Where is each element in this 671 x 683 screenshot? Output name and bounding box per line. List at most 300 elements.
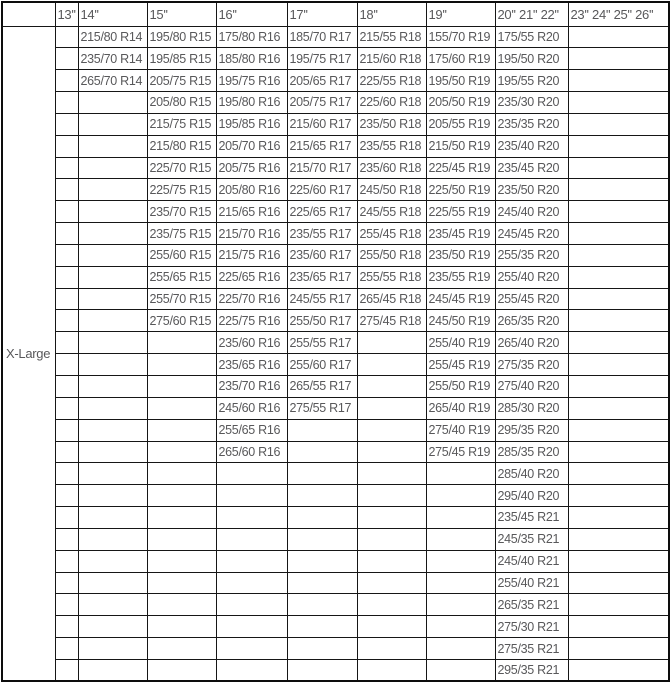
- tire-size-cell: 225/65 R16: [216, 266, 287, 288]
- table-row: [2, 638, 669, 660]
- tire-size-cell: 225/50 R19: [426, 179, 495, 201]
- table-row: [2, 376, 669, 398]
- empty-cell: [568, 463, 669, 485]
- tire-size-cell: 205/75 R15: [147, 70, 216, 92]
- tire-size-cell: 205/50 R19: [426, 92, 495, 114]
- tire-size-cell: 215/65 R16: [216, 201, 287, 223]
- tire-size-cell: 185/70 R17: [287, 26, 357, 48]
- empty-cell: [78, 179, 147, 201]
- empty-cell: [568, 659, 669, 681]
- empty-cell: [78, 572, 147, 594]
- empty-cell: [357, 376, 426, 398]
- empty-cell: [78, 616, 147, 638]
- empty-cell: [357, 616, 426, 638]
- empty-cell: [147, 528, 216, 550]
- tire-size-cell: 225/75 R15: [147, 179, 216, 201]
- empty-cell: [568, 244, 669, 266]
- table-row: [2, 26, 669, 48]
- empty-cell: [426, 528, 495, 550]
- tire-size-cell: 185/80 R16: [216, 48, 287, 70]
- empty-cell: [568, 441, 669, 463]
- empty-cell: [568, 48, 669, 70]
- tire-size-cell: 205/55 R19: [426, 113, 495, 135]
- empty-cell: [78, 266, 147, 288]
- empty-cell: [568, 179, 669, 201]
- empty-cell: [357, 419, 426, 441]
- tire-size-cell: 265/40 R20: [495, 332, 568, 354]
- empty-cell: [357, 572, 426, 594]
- tire-size-cell: 215/60 R18: [357, 48, 426, 70]
- empty-cell: [287, 572, 357, 594]
- empty-cell: [55, 659, 78, 681]
- tire-size-cell: 235/65 R17: [287, 266, 357, 288]
- empty-cell: [426, 638, 495, 660]
- table-row: [2, 288, 669, 310]
- tire-size-cell: 205/65 R17: [287, 70, 357, 92]
- empty-cell: [216, 528, 287, 550]
- empty-cell: [426, 463, 495, 485]
- empty-cell: [55, 201, 78, 223]
- empty-cell: [357, 485, 426, 507]
- empty-cell: [568, 594, 669, 616]
- tire-size-cell: 255/60 R17: [287, 354, 357, 376]
- tire-size-cell: 235/65 R16: [216, 354, 287, 376]
- empty-cell: [287, 419, 357, 441]
- tire-size-cell: 225/45 R19: [426, 157, 495, 179]
- tire-size-cell: 235/55 R19: [426, 266, 495, 288]
- tire-size-cell: 195/80 R16: [216, 92, 287, 114]
- empty-cell: [147, 376, 216, 398]
- tire-size-cell: 215/65 R17: [287, 135, 357, 157]
- column-header: 17'': [287, 2, 357, 26]
- tire-size-cell: 195/85 R15: [147, 48, 216, 70]
- empty-cell: [55, 26, 78, 48]
- tire-size-cell: 255/70 R15: [147, 288, 216, 310]
- tire-size-cell: 175/60 R19: [426, 48, 495, 70]
- tire-size-cell: 205/75 R17: [287, 92, 357, 114]
- empty-cell: [55, 179, 78, 201]
- tire-size-cell: 235/50 R18: [357, 113, 426, 135]
- empty-cell: [568, 26, 669, 48]
- tire-size-cell: 205/80 R16: [216, 179, 287, 201]
- tire-size-cell: 295/35 R21: [495, 659, 568, 681]
- empty-cell: [55, 288, 78, 310]
- empty-cell: [287, 441, 357, 463]
- tire-size-cell: 245/45 R19: [426, 288, 495, 310]
- empty-cell: [357, 354, 426, 376]
- tire-size-cell: 255/35 R20: [495, 244, 568, 266]
- empty-cell: [568, 201, 669, 223]
- empty-cell: [78, 463, 147, 485]
- tire-size-cell: 245/60 R16: [216, 397, 287, 419]
- tire-size-cell: 235/35 R20: [495, 113, 568, 135]
- empty-cell: [568, 135, 669, 157]
- column-header: 23'' 24'' 25'' 26'': [568, 2, 669, 26]
- empty-cell: [78, 157, 147, 179]
- empty-cell: [287, 528, 357, 550]
- empty-cell: [55, 616, 78, 638]
- empty-cell: [147, 463, 216, 485]
- tire-size-cell: 255/45 R20: [495, 288, 568, 310]
- empty-cell: [216, 659, 287, 681]
- tire-size-cell: 275/40 R19: [426, 419, 495, 441]
- empty-cell: [78, 528, 147, 550]
- empty-cell: [568, 397, 669, 419]
- empty-cell: [78, 397, 147, 419]
- empty-cell: [357, 463, 426, 485]
- empty-cell: [357, 507, 426, 529]
- empty-cell: [216, 550, 287, 572]
- tire-size-cell: 245/55 R18: [357, 201, 426, 223]
- tire-size-cell: 195/85 R16: [216, 113, 287, 135]
- table-row: [2, 310, 669, 332]
- empty-cell: [78, 376, 147, 398]
- tire-size-cell: 195/75 R16: [216, 70, 287, 92]
- tire-size-cell: 265/70 R14: [78, 70, 147, 92]
- tire-size-cell: 275/35 R21: [495, 638, 568, 660]
- tire-size-cell: 275/45 R19: [426, 441, 495, 463]
- tire-size-cell: 245/45 R20: [495, 223, 568, 245]
- empty-cell: [426, 572, 495, 594]
- table-row: [2, 397, 669, 419]
- tire-size-cell: 275/45 R18: [357, 310, 426, 332]
- tire-size-cell: 265/35 R21: [495, 594, 568, 616]
- empty-cell: [78, 332, 147, 354]
- empty-cell: [55, 550, 78, 572]
- empty-cell: [357, 594, 426, 616]
- table-row: [2, 354, 669, 376]
- tire-size-cell: 215/70 R17: [287, 157, 357, 179]
- tire-size-cell: 245/35 R21: [495, 528, 568, 550]
- empty-cell: [357, 528, 426, 550]
- tire-size-cell: 275/55 R17: [287, 397, 357, 419]
- empty-cell: [55, 485, 78, 507]
- tire-size-cell: 195/55 R20: [495, 70, 568, 92]
- empty-cell: [55, 92, 78, 114]
- table-row: [2, 594, 669, 616]
- tire-size-cell: 265/35 R20: [495, 310, 568, 332]
- column-header: 16'': [216, 2, 287, 26]
- tire-size-cell: 255/40 R20: [495, 266, 568, 288]
- table-row: [2, 92, 669, 114]
- empty-cell: [216, 616, 287, 638]
- column-header: 19'': [426, 2, 495, 26]
- empty-cell: [216, 638, 287, 660]
- table-row: [2, 70, 669, 92]
- empty-cell: [568, 507, 669, 529]
- table-row: [2, 266, 669, 288]
- empty-cell: [568, 419, 669, 441]
- table-row: [2, 659, 669, 681]
- empty-cell: [426, 485, 495, 507]
- tire-size-cell: 175/80 R16: [216, 26, 287, 48]
- empty-cell: [78, 594, 147, 616]
- empty-cell: [147, 616, 216, 638]
- column-header: 20'' 21'' 22'': [495, 2, 568, 26]
- empty-cell: [78, 92, 147, 114]
- empty-cell: [55, 157, 78, 179]
- tire-size-cell: 275/60 R15: [147, 310, 216, 332]
- tire-size-cell: 225/70 R15: [147, 157, 216, 179]
- empty-cell: [78, 441, 147, 463]
- empty-cell: [78, 244, 147, 266]
- table-row: [2, 419, 669, 441]
- tire-size-cell: 175/55 R20: [495, 26, 568, 48]
- empty-cell: [287, 550, 357, 572]
- empty-cell: [568, 638, 669, 660]
- tire-size-cell: 265/55 R17: [287, 376, 357, 398]
- empty-cell: [147, 485, 216, 507]
- empty-cell: [357, 638, 426, 660]
- tire-size-cell: 215/70 R16: [216, 223, 287, 245]
- tire-size-cell: 215/50 R19: [426, 135, 495, 157]
- table-row: [2, 485, 669, 507]
- empty-cell: [55, 397, 78, 419]
- empty-cell: [78, 550, 147, 572]
- empty-cell: [147, 572, 216, 594]
- empty-cell: [287, 616, 357, 638]
- table-row: [2, 179, 669, 201]
- empty-cell: [426, 507, 495, 529]
- table-row: [2, 507, 669, 529]
- empty-cell: [55, 244, 78, 266]
- column-header: 13'': [55, 2, 78, 26]
- empty-cell: [78, 419, 147, 441]
- empty-cell: [55, 48, 78, 70]
- empty-cell: [287, 507, 357, 529]
- empty-cell: [78, 638, 147, 660]
- empty-cell: [55, 135, 78, 157]
- tire-size-cell: 215/55 R18: [357, 26, 426, 48]
- empty-cell: [55, 332, 78, 354]
- tire-size-cell: 205/70 R16: [216, 135, 287, 157]
- tire-size-cell: 195/75 R17: [287, 48, 357, 70]
- empty-cell: [147, 594, 216, 616]
- empty-cell: [426, 594, 495, 616]
- tire-size-cell: 255/55 R18: [357, 266, 426, 288]
- empty-cell: [55, 354, 78, 376]
- tire-size-cell: 205/80 R15: [147, 92, 216, 114]
- empty-cell: [287, 485, 357, 507]
- table-row: [2, 48, 669, 70]
- tire-size-cell: 195/50 R19: [426, 70, 495, 92]
- tire-size-cell: 275/40 R20: [495, 376, 568, 398]
- empty-cell: [568, 332, 669, 354]
- tire-size-cell: 235/45 R21: [495, 507, 568, 529]
- empty-cell: [568, 572, 669, 594]
- empty-cell: [568, 616, 669, 638]
- column-header: 15'': [147, 2, 216, 26]
- tire-size-cell: 255/50 R19: [426, 376, 495, 398]
- empty-cell: [357, 441, 426, 463]
- tire-size-cell: 255/60 R15: [147, 244, 216, 266]
- tire-size-cell: 255/55 R17: [287, 332, 357, 354]
- tire-size-cell: 285/35 R20: [495, 441, 568, 463]
- empty-cell: [568, 70, 669, 92]
- tire-size-cell: 255/40 R19: [426, 332, 495, 354]
- empty-cell: [78, 223, 147, 245]
- empty-cell: [147, 441, 216, 463]
- empty-cell: [568, 376, 669, 398]
- empty-cell: [426, 616, 495, 638]
- tire-size-cell: 235/55 R18: [357, 135, 426, 157]
- empty-cell: [55, 594, 78, 616]
- tire-size-cell: 195/50 R20: [495, 48, 568, 70]
- tire-size-cell: 245/40 R21: [495, 550, 568, 572]
- table-row: [2, 441, 669, 463]
- tire-size-cell: 235/75 R15: [147, 223, 216, 245]
- tire-size-cell: 295/40 R20: [495, 485, 568, 507]
- empty-cell: [78, 201, 147, 223]
- empty-cell: [78, 507, 147, 529]
- tire-size-cell: 235/50 R19: [426, 244, 495, 266]
- empty-cell: [568, 288, 669, 310]
- table-row: [2, 550, 669, 572]
- tire-size-cell: 235/60 R17: [287, 244, 357, 266]
- tire-size-cell: 225/70 R16: [216, 288, 287, 310]
- empty-cell: [216, 463, 287, 485]
- empty-cell: [55, 572, 78, 594]
- empty-cell: [357, 659, 426, 681]
- table-row: [2, 332, 669, 354]
- corner-header-cell: [2, 2, 55, 26]
- tire-size-cell: 275/30 R21: [495, 616, 568, 638]
- tire-size-cell: 225/60 R18: [357, 92, 426, 114]
- empty-cell: [78, 354, 147, 376]
- empty-cell: [426, 550, 495, 572]
- tire-size-cell: 215/80 R14: [78, 26, 147, 48]
- tire-size-cell: 255/50 R18: [357, 244, 426, 266]
- tire-size-cell: 265/45 R18: [357, 288, 426, 310]
- empty-cell: [147, 550, 216, 572]
- table-row: [2, 244, 669, 266]
- tire-size-cell: 255/45 R19: [426, 354, 495, 376]
- empty-cell: [55, 266, 78, 288]
- tire-size-cell: 215/60 R17: [287, 113, 357, 135]
- tire-size-cell: 235/55 R17: [287, 223, 357, 245]
- empty-cell: [55, 528, 78, 550]
- empty-cell: [55, 419, 78, 441]
- tire-size-cell: 255/65 R15: [147, 266, 216, 288]
- empty-cell: [55, 638, 78, 660]
- empty-cell: [55, 113, 78, 135]
- empty-cell: [55, 376, 78, 398]
- tire-size-cell: 255/50 R17: [287, 310, 357, 332]
- table-row: [2, 463, 669, 485]
- empty-cell: [78, 135, 147, 157]
- empty-cell: [55, 507, 78, 529]
- empty-cell: [78, 288, 147, 310]
- table-row: [2, 223, 669, 245]
- tire-size-cell: 285/40 R20: [495, 463, 568, 485]
- empty-cell: [568, 92, 669, 114]
- empty-cell: [568, 223, 669, 245]
- tire-size-cell: 235/70 R16: [216, 376, 287, 398]
- tire-size-cell: 235/60 R18: [357, 157, 426, 179]
- tire-size-cell: 215/75 R15: [147, 113, 216, 135]
- empty-cell: [216, 594, 287, 616]
- empty-cell: [216, 572, 287, 594]
- tire-size-cell: 235/45 R20: [495, 157, 568, 179]
- tire-size-cell: 235/60 R16: [216, 332, 287, 354]
- empty-cell: [147, 332, 216, 354]
- row-group-label: X-Large: [2, 26, 55, 681]
- tire-size-cell: 225/55 R19: [426, 201, 495, 223]
- empty-cell: [147, 354, 216, 376]
- empty-cell: [55, 463, 78, 485]
- tire-size-cell: 195/80 R15: [147, 26, 216, 48]
- empty-cell: [287, 659, 357, 681]
- empty-cell: [357, 332, 426, 354]
- empty-cell: [568, 354, 669, 376]
- empty-cell: [568, 550, 669, 572]
- tire-size-cell: 245/50 R19: [426, 310, 495, 332]
- table-row: [2, 157, 669, 179]
- tire-size-cell: 245/40 R20: [495, 201, 568, 223]
- empty-cell: [287, 638, 357, 660]
- empty-cell: [216, 485, 287, 507]
- tire-size-cell: 275/35 R20: [495, 354, 568, 376]
- tire-size-cell: 265/40 R19: [426, 397, 495, 419]
- table-row: [2, 572, 669, 594]
- tire-size-cell: 255/45 R18: [357, 223, 426, 245]
- empty-cell: [568, 310, 669, 332]
- tire-size-cell: 225/75 R16: [216, 310, 287, 332]
- empty-cell: [216, 507, 287, 529]
- tire-size-cell: 235/70 R14: [78, 48, 147, 70]
- tire-size-cell: 235/40 R20: [495, 135, 568, 157]
- tire-size-cell: 245/50 R18: [357, 179, 426, 201]
- empty-cell: [426, 659, 495, 681]
- empty-cell: [55, 223, 78, 245]
- empty-cell: [78, 485, 147, 507]
- tire-size-cell: 235/45 R19: [426, 223, 495, 245]
- empty-cell: [78, 310, 147, 332]
- tire-size-cell: 255/40 R21: [495, 572, 568, 594]
- table-row: [2, 616, 669, 638]
- table-row: [2, 113, 669, 135]
- tire-size-cell: 285/30 R20: [495, 397, 568, 419]
- empty-cell: [147, 659, 216, 681]
- table-body: [2, 26, 669, 681]
- tire-size-table: [1, 1, 670, 682]
- column-header: 14'': [78, 2, 147, 26]
- empty-cell: [147, 638, 216, 660]
- tire-size-cell: 215/80 R15: [147, 135, 216, 157]
- empty-cell: [357, 550, 426, 572]
- empty-cell: [568, 157, 669, 179]
- tire-size-cell: 235/70 R15: [147, 201, 216, 223]
- tire-size-cell: 225/55 R18: [357, 70, 426, 92]
- empty-cell: [568, 528, 669, 550]
- empty-cell: [147, 419, 216, 441]
- header-row: [2, 2, 669, 26]
- column-header: 18'': [357, 2, 426, 26]
- empty-cell: [568, 266, 669, 288]
- table-row: [2, 201, 669, 223]
- tire-size-cell: 295/35 R20: [495, 419, 568, 441]
- tire-size-cell: 155/70 R19: [426, 26, 495, 48]
- empty-cell: [78, 113, 147, 135]
- tire-size-cell: 235/30 R20: [495, 92, 568, 114]
- tire-size-cell: 215/75 R16: [216, 244, 287, 266]
- empty-cell: [147, 397, 216, 419]
- tire-size-cell: 245/55 R17: [287, 288, 357, 310]
- empty-cell: [287, 594, 357, 616]
- tire-size-cell: 225/65 R17: [287, 201, 357, 223]
- empty-cell: [55, 441, 78, 463]
- empty-cell: [357, 397, 426, 419]
